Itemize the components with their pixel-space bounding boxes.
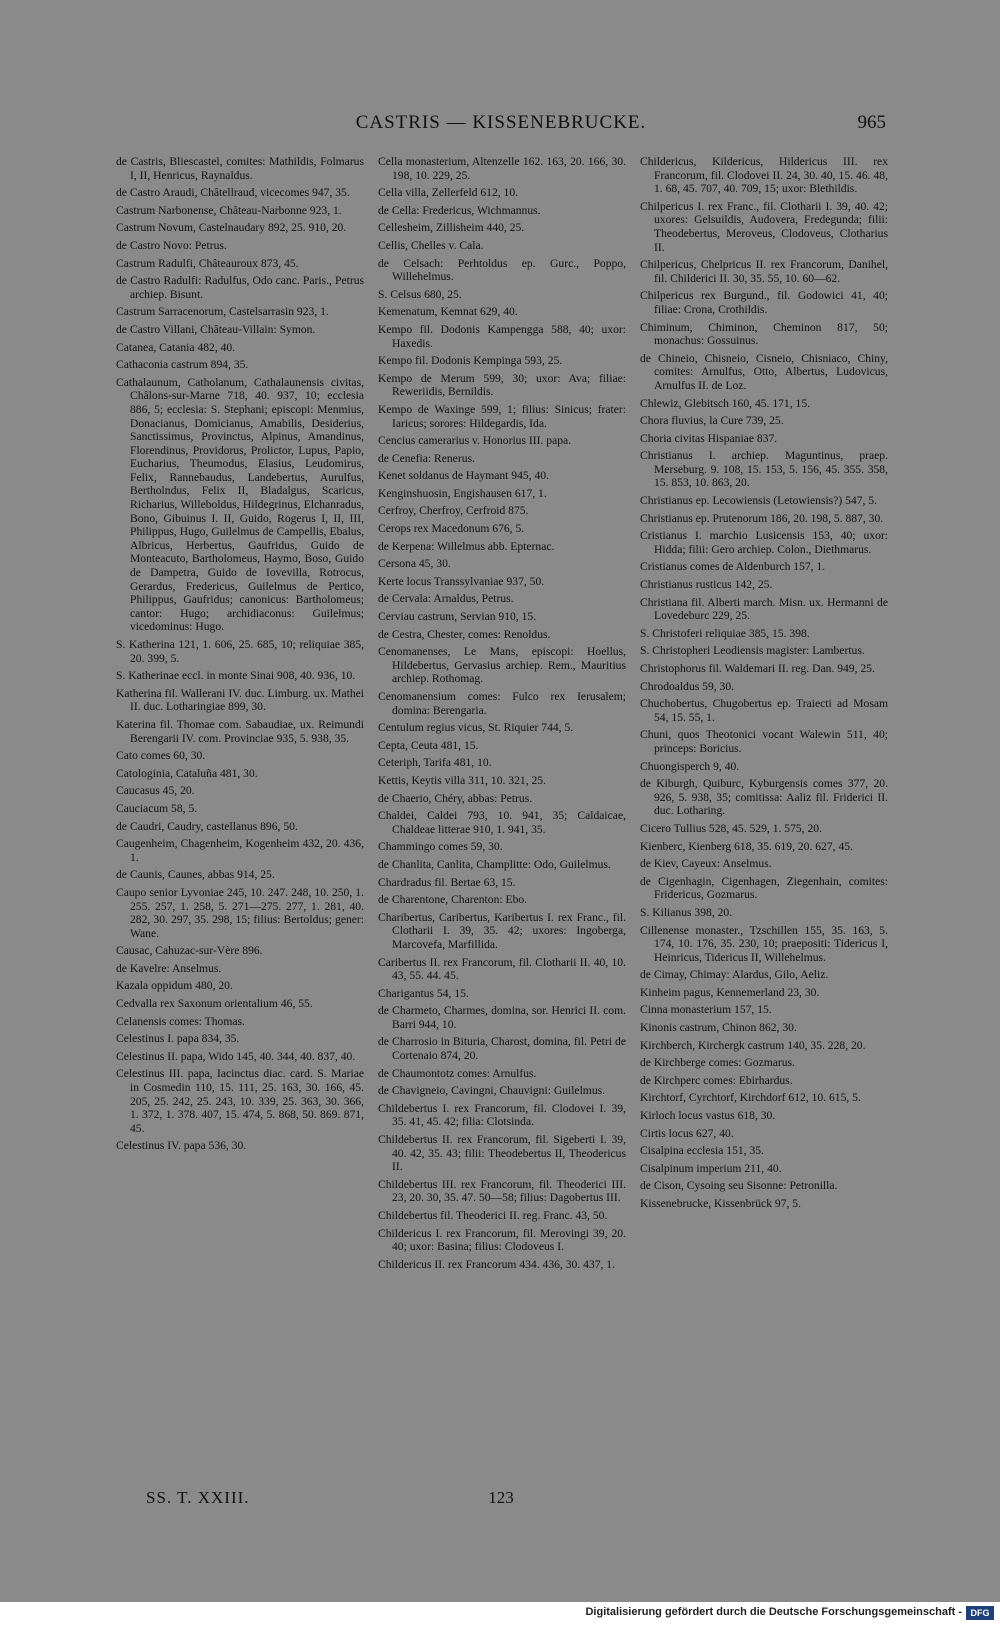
index-entry: Cicero Tullius 528, 45. 529, 1. 575, 20. xyxy=(640,821,822,835)
index-entry: Childericus II. rex Francorum 434. 436, 30. 437, 1. xyxy=(378,1257,615,1271)
index-entry: Kettis, Keytis villa 311, 10. 321, 25. xyxy=(378,773,546,787)
index-entry: de Chaerio, Chéry, abbas: Petrus. xyxy=(378,791,533,805)
index-entry: Centulum regius vicus, St. Riquier 744, 5. xyxy=(378,721,574,735)
index-entry: Cenomanensium comes: Fulco rex Ierusalem; domina: Berengaria. xyxy=(378,690,626,717)
index-entry: Cellesheim, Zillisheim 440, 25. xyxy=(378,221,525,235)
index-entry: de Chineio, Chisneio, Cisneio, Chisniaco, Chiny, comites: Arnulfus, Otto, Albertus, Ludovicus, Arnulfus II. de Loz. xyxy=(640,351,888,392)
index-entry: Kienberc, Kienberg 618, 35. 619, 20. 627, 45. xyxy=(640,839,853,853)
index-entry: Kissenebrucke, Kissenbrück 97, 5. xyxy=(640,1197,801,1210)
index-entry: Cato comes 60, 30. xyxy=(116,749,206,763)
index-entry: Catanea, Catania 482, 40. xyxy=(116,340,236,354)
index-entry: Cauciacum 58, 5. xyxy=(116,801,198,815)
index-entry: Castrum Novum, Castelnaudary 892, 25. 910, 20. xyxy=(116,221,347,235)
index-entry: Childebertus III. rex Francorum, fil. Theoderici III. 23, 20. 30, 35. 47. 50—58; filius: Dagobertus III. xyxy=(378,1177,626,1205)
index-entry: S. Katherina 121, 1. 606, 25. 685, 10; reliquiae 385, 20. 399, 5. xyxy=(116,638,364,665)
sheet-number: 123 xyxy=(488,1488,514,1507)
index-entry: Cenomanenses, Le Mans, episcopi: Hoellus, Hildebertus, Gervasius archiep. Rem., Mauritius archiep. Rothomag. xyxy=(378,645,626,686)
index-entry: Childebertus fil. Theoderici II. reg. Franc. 43, 50. xyxy=(378,1209,608,1222)
credit-bar xyxy=(0,1602,1000,1625)
index-entry: de Castro Radulfi: Radulfus, Odo canc. Paris., Petrus archiep. Bisunt. xyxy=(116,274,364,301)
index-entry: Kempo fil. Dodonis Kampengga 588, 40; uxor: Haxedis. xyxy=(378,322,626,350)
index-entry: Catologinia, Cataluña 481, 30. xyxy=(116,766,258,780)
index-entry: Kinheim pagus, Kennemerland 23, 30. xyxy=(640,985,820,999)
index-entry: de Kerpena: Willelmus abb. Epternac. xyxy=(378,539,555,553)
index-entry: Caucasus 45, 20. xyxy=(116,784,195,798)
index-entry: de Celsach: Perhtoldus ep. Gurc., Poppo, Willehelmus. xyxy=(378,256,626,284)
index-entry: S. Katherinae eccl. in monte Sinai 908, 40. 936, 10. xyxy=(116,669,356,683)
index-entry: Cristianus I. marchio Lusicensis 153, 40; uxor: Hidda; filii: Gero archiep. Colon., Diethmarus. xyxy=(640,529,888,556)
index-entry: Cristianus comes de Aldenburch 157, 1. xyxy=(640,560,826,574)
index-entry: de Chanlita, Canlita, Champlitte: Odo, Guilelmus. xyxy=(378,857,611,871)
index-entry: Cathalaunum, Catholanum, Cathalaunensis civitas, Châlons-sur-Marne 718, 40. 937, 10; ecclesia 886, 5; ecclesia: S. Stephani; episcopi: Menmius, Donacianus, Domicianus, Amabilis, Desiderius, Sanctissimus, Provinctus, Alpinus, Amandinus, Florendinus, Providorus, Prolictor, Lupus, Papio, Eucharius, Theumodus, Elasius, Leudomirus, Felix, Rannebaudus, Landebertus, Aurulfus, Bertholndus, Felix II, Bladalgus, Scaricus, Richarius, Willeboldus, Hildegrinus, Elchanradus, Bono, Gibuinus I. II, Guido, Rogerus I, II, III, Philippus, Hugo, Guilelmus de Campellis, Ebalus, Albricus, Herbertus, Gaufridus, Guido de Monteacuto, Bartholomeus, Haymo, Boso, Guido de Dampetra, Guido de Iovevilla, Rotrocus, Gerardus, Fredericus, Guilelmus de Pertico, Philippus, Gaufridus; canonicus: Bartholomeus; cantor: Hugo; archidiaconus: Guilelmus; vicedominus: Hugo. xyxy=(116,375,364,634)
index-entry: Caupo senior Lyvoniae 245, 10. 247. 248, 10. 250, 1. 255. 257, 1. 258, 5. 271—275. 277, 1. 281, 40. 282, 30. 297, 35. 298, 15; filius: Bertoldus; gener: Wane. xyxy=(116,885,364,940)
index-entry: de Kiburgh, Quiburc, Kyburgensis comes 377, 20. 926, 5. 938, 35; comitissa: Aaliz fil. Friderici II. duc. Lotharing. xyxy=(640,777,888,818)
index-entry: Chilpericus, Chelpricus II. rex Francorum, Danihel, fil. Childerici II. 30, 35. 55, 10. 60—62. xyxy=(640,258,888,285)
index-entry: Castrum Radulfi, Châteauroux 873, 45. xyxy=(116,256,299,270)
index-entry: Cisalpina ecclesia 151, 35. xyxy=(640,1144,764,1158)
index-entry: Cathaconia castrum 894, 35. xyxy=(116,358,249,372)
index-entry: Caribertus II. rex Francorum, fil. Clotharii II. 40, 10. 43, 55. 44. 45. xyxy=(378,955,626,983)
index-entry: de Castro Araudi, Châtellraud, vicecomes 947, 35. xyxy=(116,186,350,200)
index-entry: Cerops rex Macedonum 676, 5. xyxy=(378,522,525,536)
index-entry: Castrum Narbonense, Château-Narbonne 923, 1. xyxy=(116,203,342,217)
index-entry: Celestinus IV. papa 536, 30. xyxy=(116,1139,247,1153)
index-entry: Chilpericus I. rex Franc., fil. Clotharii I. 39, 40. 42; uxores: Gelsuildis, Audovera, Fredegunda; filii: Theodebertus, Meroveus, Clodoveus, Clotharius II. xyxy=(640,199,888,254)
index-entry: Choria civitas Hispaniae 837. xyxy=(640,431,778,445)
running-title: CASTRIS — KISSENEBRUCKE. xyxy=(355,112,647,133)
index-entry: Celanensis comes: Thomas. xyxy=(116,1014,245,1028)
index-entry: Cella monasterium, Altenzelle 162. 163, 20. 166, 30. 198, 10. 229, 25. xyxy=(378,155,626,182)
index-entry: Chlewiz, Glebitsch 160, 45. 171, 15. xyxy=(640,396,811,410)
page-footer xyxy=(116,1488,886,1512)
index-entry: Christiana fil. Alberti march. Misn. ux. Hermanni de Lovedeburc 229, 25. xyxy=(640,595,888,623)
index-entry: Childericus I. rex Francorum, fil. Merovingi 39, 20. 40; uxor: Basina; filius: Clodoveus I. xyxy=(378,1226,626,1254)
index-entry: de Charmeto, Charmes, domina, sor. Henrici II. com. Barri 944, 10. xyxy=(378,1004,626,1031)
index-entry: de Caunis, Caunes, abbas 914, 25. xyxy=(116,868,275,882)
volume-signature: SS. T. XXIII. xyxy=(146,1488,250,1507)
index-entry: Celestinus II. papa, Wido 145, 40. 344, 40. 837, 40. xyxy=(116,1049,356,1063)
index-columns xyxy=(116,155,888,1485)
index-entry: Kemenatum, Kemnat 629, 40. xyxy=(378,305,518,319)
index-entry: S. Celsus 680, 25. xyxy=(378,287,462,301)
index-entry: Chardradus fil. Bertae 63, 15. xyxy=(378,875,516,889)
index-entry: de Cenefia: Renerus. xyxy=(378,451,475,465)
index-entry: Christianus rusticus 142, 25. xyxy=(640,578,773,592)
index-entry: de Castro Novo: Petrus. xyxy=(116,238,227,252)
index-entry: Cencius camerarius v. Honorius III. papa. xyxy=(378,434,572,448)
index-entry: Christianus I. archiep. Maguntinus, praep. Merseburg. 9. 108, 15. 153, 5. 156, 45. 355. 358, 15. 853, 10. 863, 20. xyxy=(640,449,888,490)
index-entry: de Castris, Bliescastel, comites: Mathildis, Folmarus I, II, Henricus, Raynaldus. xyxy=(116,155,364,182)
index-entry: Charibertus, Caribertus, Karibertus I. rex Franc., fil. Clotharii I. 39, 35. 42; uxores: Ingoberga, Marcovefa, Marfillida. xyxy=(378,910,626,951)
index-entry: S. Christoferi reliquiae 385, 15. 398. xyxy=(640,626,810,640)
index-entry: Cedvalla rex Saxonum orientalium 46, 55. xyxy=(116,997,313,1011)
column-middle xyxy=(378,155,626,1485)
index-entry: Kempo fil. Dodonis Kempinga 593, 25. xyxy=(378,354,563,368)
index-entry: S. Kilianus 398, 20. xyxy=(640,905,733,919)
index-entry: S. Christopheri Leodiensis magister: Lambertus. xyxy=(640,644,865,658)
index-entry: Ceteriph, Tarifa 481, 10. xyxy=(378,756,492,770)
index-entry: Charigantus 54, 15. xyxy=(378,986,469,1000)
index-entry: Kempo de Merum 599, 30; uxor: Ava; filiae: Reweriidis, Bernildis. xyxy=(378,371,626,399)
index-entry: de Kavelre: Anselmus. xyxy=(116,961,222,975)
index-entry: Kenginshuosin, Engishausen 617, 1. xyxy=(378,486,547,500)
index-entry: Chammingo comes 59, 30. xyxy=(378,840,503,854)
index-entry: Kenet soldanus de Haymant 945, 40. xyxy=(378,469,549,483)
index-entry: de Cigenhagin, Cigenhagen, Ziegenhain, comites: Fridericus, Gozmarus. xyxy=(640,874,888,902)
index-entry: Kirchtorf, Cyrchtorf, Kirchdorf 612, 10. 615, 5. xyxy=(640,1091,861,1105)
index-entry: Childebertus I. rex Francorum, fil. Clodovei I. 39, 35. 41, 45. 42; filia: Clotsinda. xyxy=(378,1101,626,1129)
index-entry: de Kiev, Cayeux: Anselmus. xyxy=(640,857,772,871)
index-entry: Celestinus I. papa 834, 35. xyxy=(116,1032,240,1046)
index-entry: Kazala oppidum 480, 20. xyxy=(116,979,233,993)
index-entry: Katherina fil. Wallerani IV. duc. Limburg. ux. Mathei II. duc. Lotharingiae 899, 30. xyxy=(116,686,364,714)
index-entry: Christophorus fil. Waldemari II. reg. Dan. 949, 25. xyxy=(640,662,875,675)
index-entry: de Charentone, Charenton: Ebo. xyxy=(378,893,528,907)
index-entry: Kerte locus Transsylvaniae 937, 50. xyxy=(378,574,545,588)
index-entry: de Chavigneio, Cavingni, Chauvigni: Guilelmus. xyxy=(378,1084,606,1098)
index-entry: Kirloch locus vastus 618, 30. xyxy=(640,1109,776,1123)
index-entry: de Cison, Cysoing seu Sisonne: Petronilla. xyxy=(640,1179,838,1193)
index-entry: de Chaumontotz comes: Arnulfus. xyxy=(378,1066,537,1080)
index-entry: Castrum Sarracenorum, Castelsarrasin 923, 1. xyxy=(116,305,329,319)
dfg-logo: DFG xyxy=(966,1606,994,1620)
index-entry: Chora fluvius, la Cure 739, 25. xyxy=(640,414,784,428)
index-entry: de Castro Villani, Château-Villain: Symon. xyxy=(116,322,316,336)
index-entry: Cirtis locus 627, 40. xyxy=(640,1126,734,1140)
index-entry: de Caudri, Caudry, castellanus 896, 50. xyxy=(116,819,298,833)
index-entry: Katerina fil. Thomae com. Sabaudiae, ux. Reimundi Berengarii IV. com. Provinciae 935, 5. 938, 35. xyxy=(116,717,364,745)
index-entry: Chiminum, Chiminon, Cheminon 817, 50; monachus: Gossuinus. xyxy=(640,320,888,348)
index-entry: Celestinus III. papa, Iacinctus diac. card. S. Mariae in Cosmedin 110, 15. 111, 25. 163, 30. 166, 45. 205, 25. 242, 25. 243, 10. 339, 25. 363, 30. 366, 1. 372, 1. 378. 407, 15. 474, 5. 868, 50. 869. 871, 45. xyxy=(116,1067,364,1135)
index-entry: de Kirchperc comes: Ebirhardus. xyxy=(640,1073,793,1087)
index-entry: Cisalpinum imperium 211, 40. xyxy=(640,1161,782,1175)
index-entry: Causac, Cahuzac-sur-Vère 896. xyxy=(116,944,263,958)
index-entry: Kempo de Waxinge 599, 1; filius: Sinicus; frater: Iaricus; sorores: Hildegardis, Ida. xyxy=(378,402,626,430)
index-entry: Christianus ep. Prutenorum 186, 20. 198, 5. 887, 30. xyxy=(640,511,884,525)
index-entry: Chrodoaldus 59, 30. xyxy=(640,679,735,693)
index-entry: Childericus, Kildericus, Hildericus III. rex Francorum, fil. Clodovei II. 24, 30. 40, 15. 46. 48, 1. 68, 45. 707, 40. 709, 15; uxor: Blethildis. xyxy=(640,155,888,196)
index-entry: Cinna monasterium 157, 15. xyxy=(640,1003,772,1017)
column-right xyxy=(640,155,888,1485)
index-entry: de Cestra, Chester, comes: Renoldus. xyxy=(378,627,551,641)
index-entry: Kirchberch, Kirchergk castrum 140, 35. 228, 20. xyxy=(640,1038,866,1052)
index-entry: de Cella: Fredericus, Wichmannus. xyxy=(378,203,541,217)
index-entry: Cepta, Ceuta 481, 15. xyxy=(378,738,479,752)
index-entry: de Cimay, Chimay: Alardus, Gilo, Aeliz. xyxy=(640,968,829,982)
index-entry: Chuni, quos Theotonici vocant Walewin 511, 40; princeps: Boricius. xyxy=(640,728,888,755)
index-entry: Cerviau castrum, Servian 910, 15. xyxy=(378,610,537,624)
index-entry: Kinonis castrum, Chinon 862, 30. xyxy=(640,1021,797,1035)
index-entry: de Kirchberge comes: Gozmarus. xyxy=(640,1056,795,1070)
index-entry: de Cervala: Arnaldus, Petrus. xyxy=(378,592,514,606)
index-entry: Cillenense monaster., Tzschillen 155, 35. 163, 5. 174, 10. 176, 35. 230, 10; praepositi: Tidericus I, Heinricus, Tidericus II, Willehelmus. xyxy=(640,923,888,964)
index-entry: Cellis, Chelles v. Cala. xyxy=(378,238,484,252)
index-entry: Chaldei, Caldei 793, 10. 941, 35; Caldaicae, Chaldeae litterae 910, 1. 941, 35. xyxy=(378,809,626,836)
index-entry: Chilpericus rex Burgund., fil. Godowici 41, 40; filiae: Crona, Crothildis. xyxy=(640,289,888,316)
index-entry: Chuongisperch 9, 40. xyxy=(640,759,740,773)
index-entry: Chuchobertus, Chugobertus ep. Traiecti ad Mosam 54, 15. 55, 1. xyxy=(640,697,888,724)
index-entry: Cerfroy, Cherfroy, Cerfroid 875. xyxy=(378,504,529,518)
index-entry: Cersona 45, 30. xyxy=(378,557,451,571)
index-entry: de Charrosio in Bituria, Charost, domina, fil. Petri de Cortenaio 874, 20. xyxy=(378,1035,626,1063)
index-entry: Cella villa, Zellerfeld 612, 10. xyxy=(378,186,519,200)
credit-text: Digitalisierung gefördert durch die Deutsche Forschungsgemeinschaft - xyxy=(585,1606,962,1618)
index-entry: Christianus ep. Lecowiensis (Letowiensis?) 547, 5. xyxy=(640,494,877,508)
column-left xyxy=(116,155,364,1485)
index-entry: Childebertus II. rex Francorum, fil. Sigeberti I. 39, 40. 42, 35. 43; filii: Theodebertus II, Theodericus II. xyxy=(378,1133,626,1174)
page-number: 965 xyxy=(857,112,886,133)
page-header xyxy=(116,112,886,138)
index-entry: Caugenheim, Chagenheim, Kogenheim 432, 20. 436, 1. xyxy=(116,837,364,864)
